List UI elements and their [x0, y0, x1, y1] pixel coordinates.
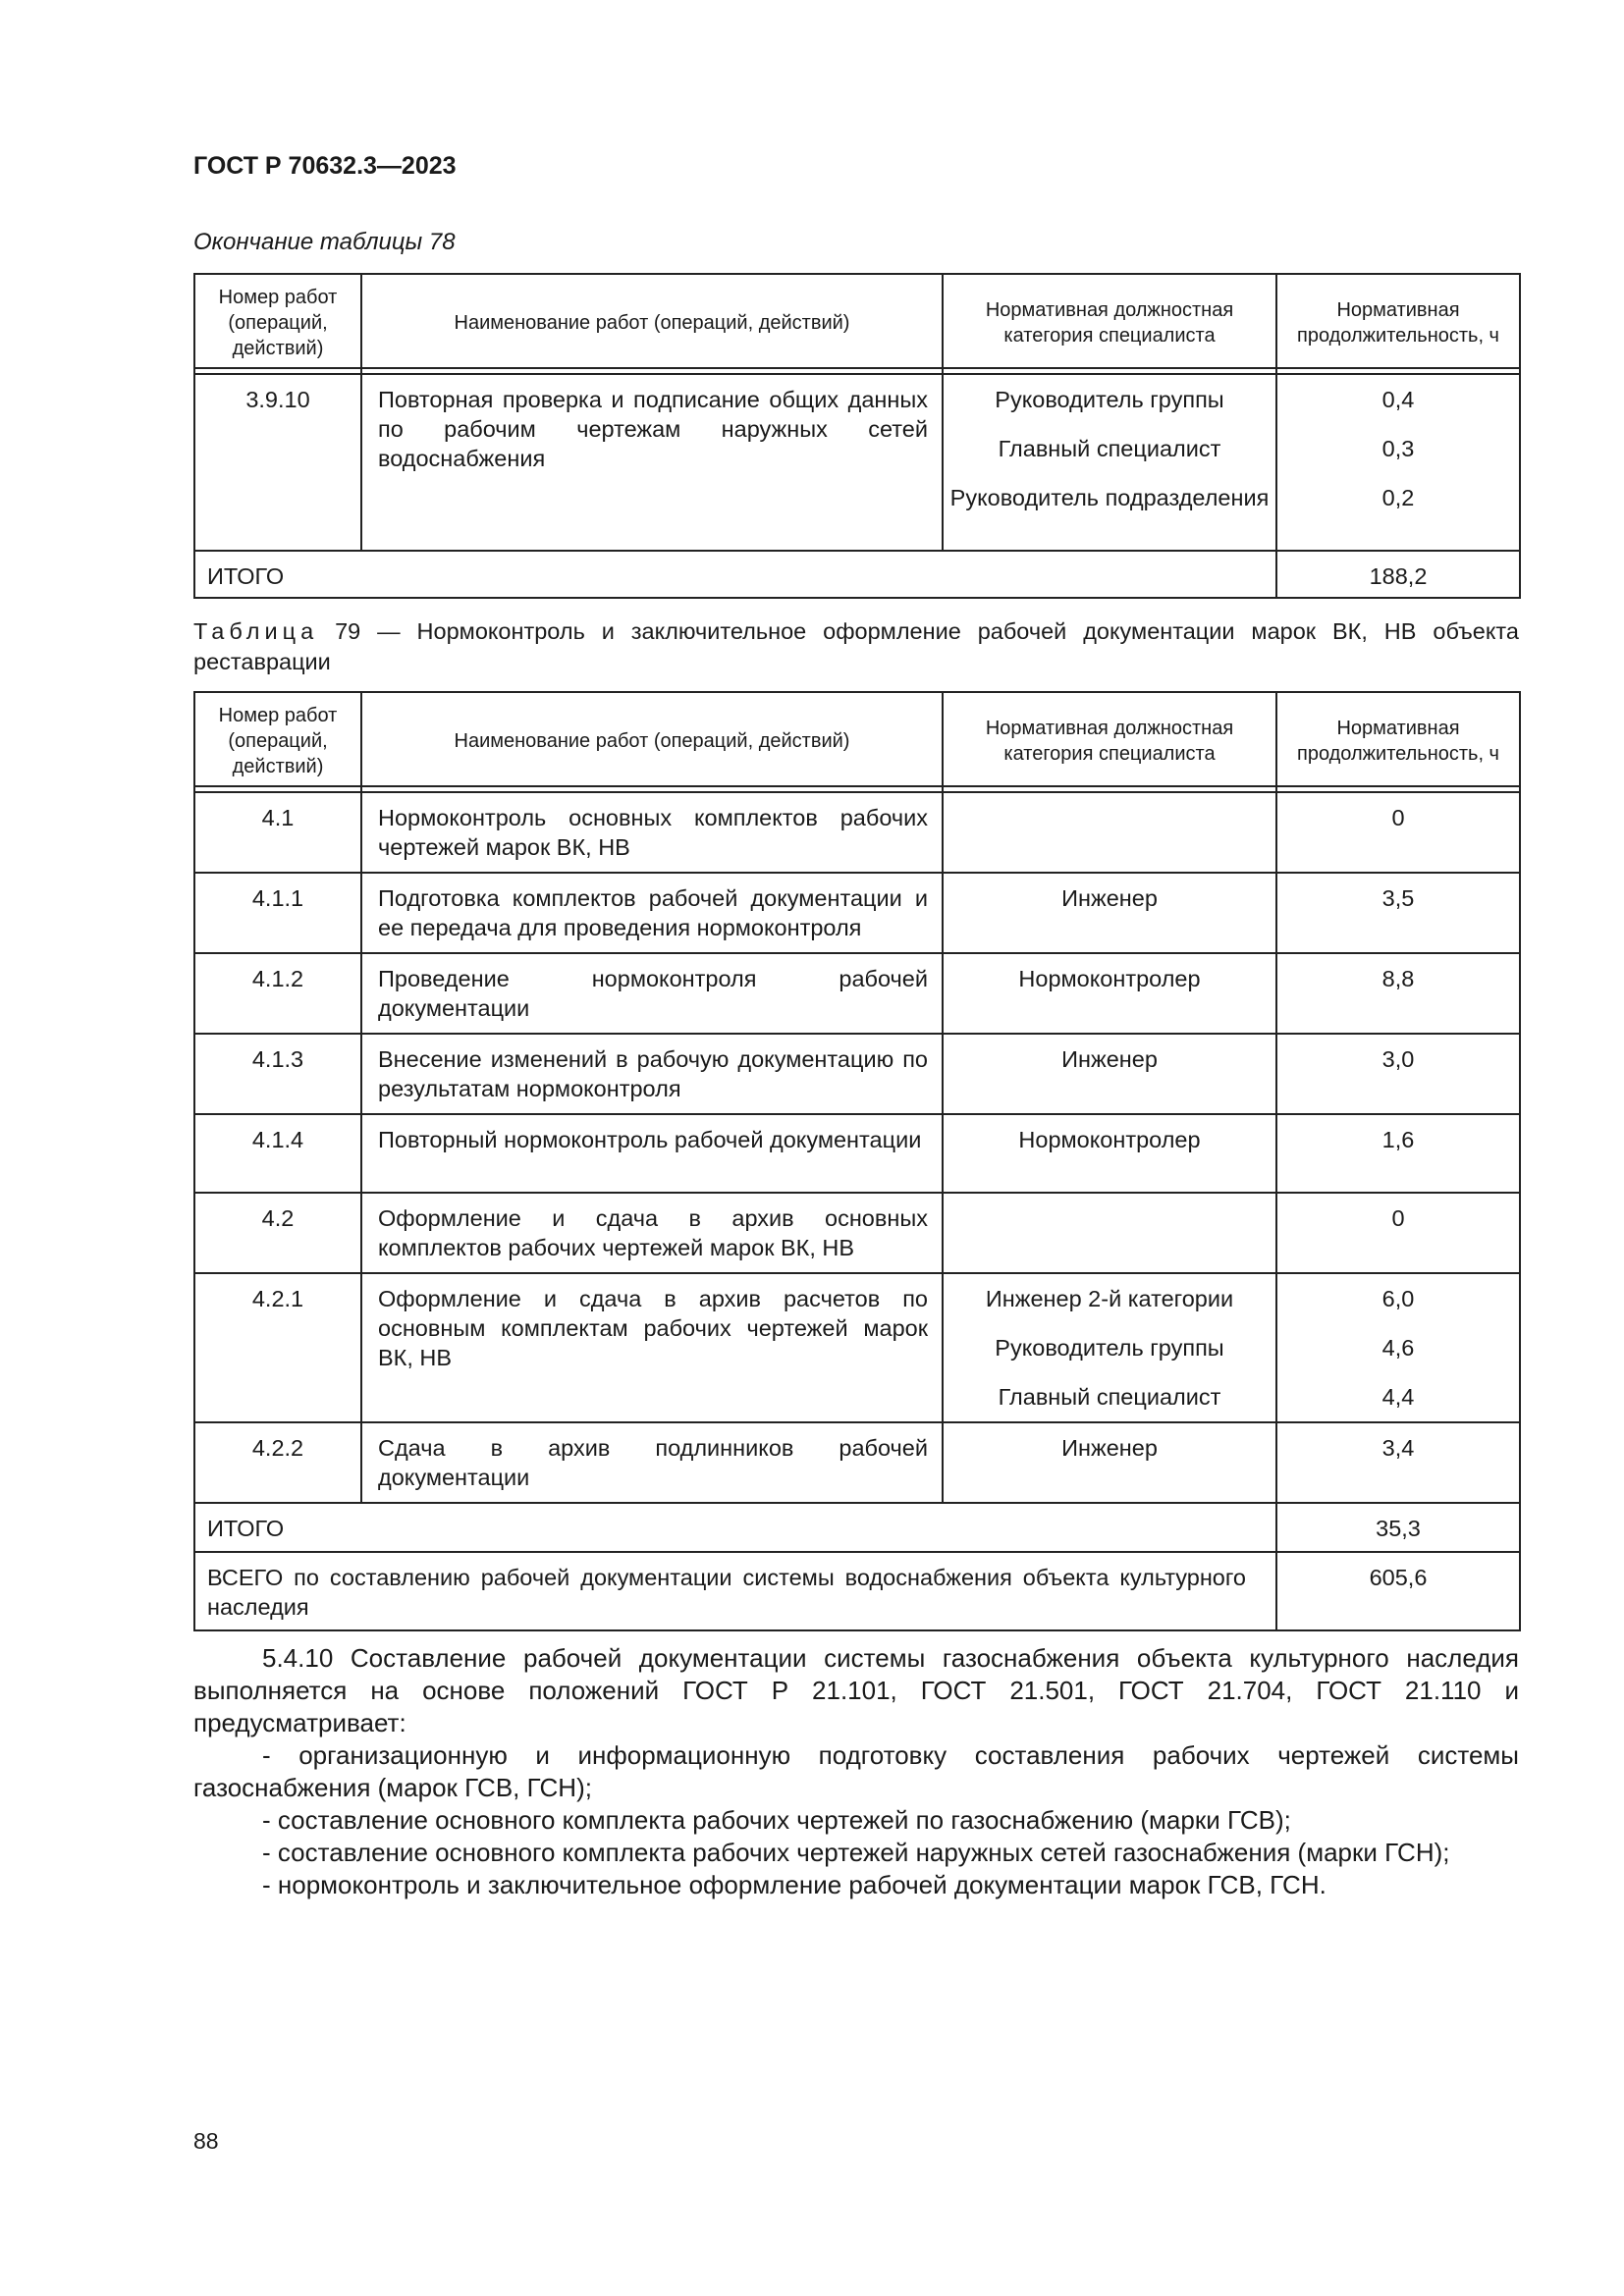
table-row [194, 1114, 1520, 1193]
row-num: 3.9.10 [194, 374, 361, 551]
duration-line: 4,4 [1381, 1384, 1415, 1410]
row-name: Проведение нормоконтроля рабочей документации [361, 953, 943, 1034]
row-category [943, 792, 1276, 873]
body-text [193, 1642, 1519, 1901]
row-name: Подготовка комплектов рабочей документации и ее передача для проведения нормоконтроля [361, 873, 943, 953]
row-num: 4.2 [194, 1193, 361, 1273]
duration-line: 0,3 [1381, 436, 1415, 461]
row-duration: 0 [1276, 1193, 1520, 1273]
table-78 [193, 273, 1521, 599]
header-num: Номер работ (операций, действий) [194, 692, 361, 786]
total-value: 188,2 [1276, 551, 1520, 598]
row-num: 4.1.4 [194, 1114, 361, 1193]
table-row [194, 953, 1520, 1034]
category-line: Главный специалист [998, 1384, 1221, 1410]
row-duration: 0 [1276, 792, 1520, 873]
list-item: - нормоконтроль и заключительное оформление рабочей документации марок ГСВ, ГСН. [262, 1870, 1326, 1899]
table-row [194, 792, 1520, 873]
table-continuation-caption: Окончание таблицы 78 [193, 229, 456, 255]
table-row [194, 1034, 1520, 1114]
row-name: Повторная проверка и подписание общих данных по рабочим чертежам наружных сетей водоснабжения [361, 374, 943, 551]
duration-line: 0,4 [1381, 387, 1415, 412]
row-duration: 3,5 [1276, 873, 1520, 953]
header-duration: Нормативная продолжительность, ч [1276, 274, 1520, 368]
category-line: Главный специалист [998, 436, 1221, 461]
row-category: Нормоконтролер [943, 1114, 1276, 1193]
total-label: ИТОГО [194, 1503, 1276, 1552]
category-line: Инженер 2-й категории [985, 1286, 1234, 1311]
row-duration [1276, 1273, 1520, 1422]
row-category: Инженер [943, 1422, 1276, 1503]
table-header-row [194, 692, 1520, 786]
row-name: Внесение изменений в рабочую документацию по результатам нормоконтроля [361, 1034, 943, 1114]
row-category [943, 1273, 1276, 1422]
table-word: Таблица [193, 618, 319, 644]
header-category: Нормативная должностная категория специалиста [943, 692, 1276, 786]
header-num: Номер работ (операций, действий) [194, 274, 361, 368]
category-line: Руководитель подразделения [949, 485, 1270, 510]
total-label: ИТОГО [194, 551, 1276, 598]
row-num: 4.2.2 [194, 1422, 361, 1503]
row-num: 4.1.2 [194, 953, 361, 1034]
category-line: Руководитель группы [995, 1335, 1224, 1361]
row-duration: 3,0 [1276, 1034, 1520, 1114]
row-duration [1276, 374, 1520, 551]
page-number: 88 [193, 2128, 219, 2154]
total-value: 35,3 [1276, 1503, 1520, 1552]
document-code: ГОСТ Р 70632.3—2023 [193, 152, 457, 180]
row-num: 4.2.1 [194, 1273, 361, 1422]
duration-line: 6,0 [1381, 1286, 1415, 1311]
list-item: - организационную и информационную подготовку составления рабочих чертежей системы газоснабжения (марок ГСВ, ГСН); [193, 1740, 1519, 1802]
table-row [194, 374, 1520, 551]
table-79-title [193, 616, 1519, 677]
row-duration: 1,6 [1276, 1114, 1520, 1193]
row-name: Оформление и сдача в архив основных комплектов рабочих чертежей марок ВК, НВ [361, 1193, 943, 1273]
row-num: 4.1.3 [194, 1034, 361, 1114]
row-category: Инженер [943, 1034, 1276, 1114]
duration-line: 0,2 [1381, 485, 1415, 510]
total-row [194, 551, 1520, 598]
row-name: Оформление и сдача в архив расчетов по основным комплектам рабочих чертежей марок ВК, НВ [361, 1273, 943, 1422]
row-category: Инженер [943, 873, 1276, 953]
table-row [194, 873, 1520, 953]
row-num: 4.1 [194, 792, 361, 873]
header-duration: Нормативная продолжительность, ч [1276, 692, 1520, 786]
grand-total-row [194, 1552, 1520, 1630]
row-duration: 8,8 [1276, 953, 1520, 1034]
row-name: Нормоконтроль основных комплектов рабочих чертежей марок ВК, НВ [361, 792, 943, 873]
header-name: Наименование работ (операций, действий) [361, 692, 943, 786]
table-row [194, 1422, 1520, 1503]
row-category: Нормоконтролер [943, 953, 1276, 1034]
grand-total-value: 605,6 [1276, 1552, 1520, 1630]
header-name: Наименование работ (операций, действий) [361, 274, 943, 368]
list-item: - составление основного комплекта рабочих чертежей наружных сетей газоснабжения (марки ГСН); [262, 1838, 1450, 1867]
table-79 [193, 691, 1521, 1631]
category-line: Руководитель группы [995, 387, 1224, 412]
table-79-title-text: 79 — Нормоконтроль и заключительное оформление рабочей документации марок ВК, НВ объекта реставрации [193, 618, 1519, 674]
table-row [194, 1273, 1520, 1422]
table-row [194, 1193, 1520, 1273]
paragraph: 5.4.10 Составление рабочей документации системы газоснабжения объекта культурного наследия выполняется на основе положений ГОСТ Р 21.101, ГОСТ 21.501, ГОСТ 21.704, ГОСТ 21.110 и предусматривает: [193, 1643, 1519, 1737]
row-category [943, 1193, 1276, 1273]
table-header-row [194, 274, 1520, 368]
header-category: Нормативная должностная категория специалиста [943, 274, 1276, 368]
row-name: Сдача в архив подлинников рабочей документации [361, 1422, 943, 1503]
list-item: - составление основного комплекта рабочих чертежей по газоснабжению (марки ГСВ); [262, 1805, 1291, 1835]
total-row [194, 1503, 1520, 1552]
row-name: Повторный нормоконтроль рабочей документации [361, 1114, 943, 1193]
row-category [943, 374, 1276, 551]
row-duration: 3,4 [1276, 1422, 1520, 1503]
row-num: 4.1.1 [194, 873, 361, 953]
duration-line: 4,6 [1381, 1335, 1415, 1361]
grand-total-label: ВСЕГО по составлению рабочей документации системы водоснабжения объекта культурного наследия [194, 1552, 1276, 1630]
